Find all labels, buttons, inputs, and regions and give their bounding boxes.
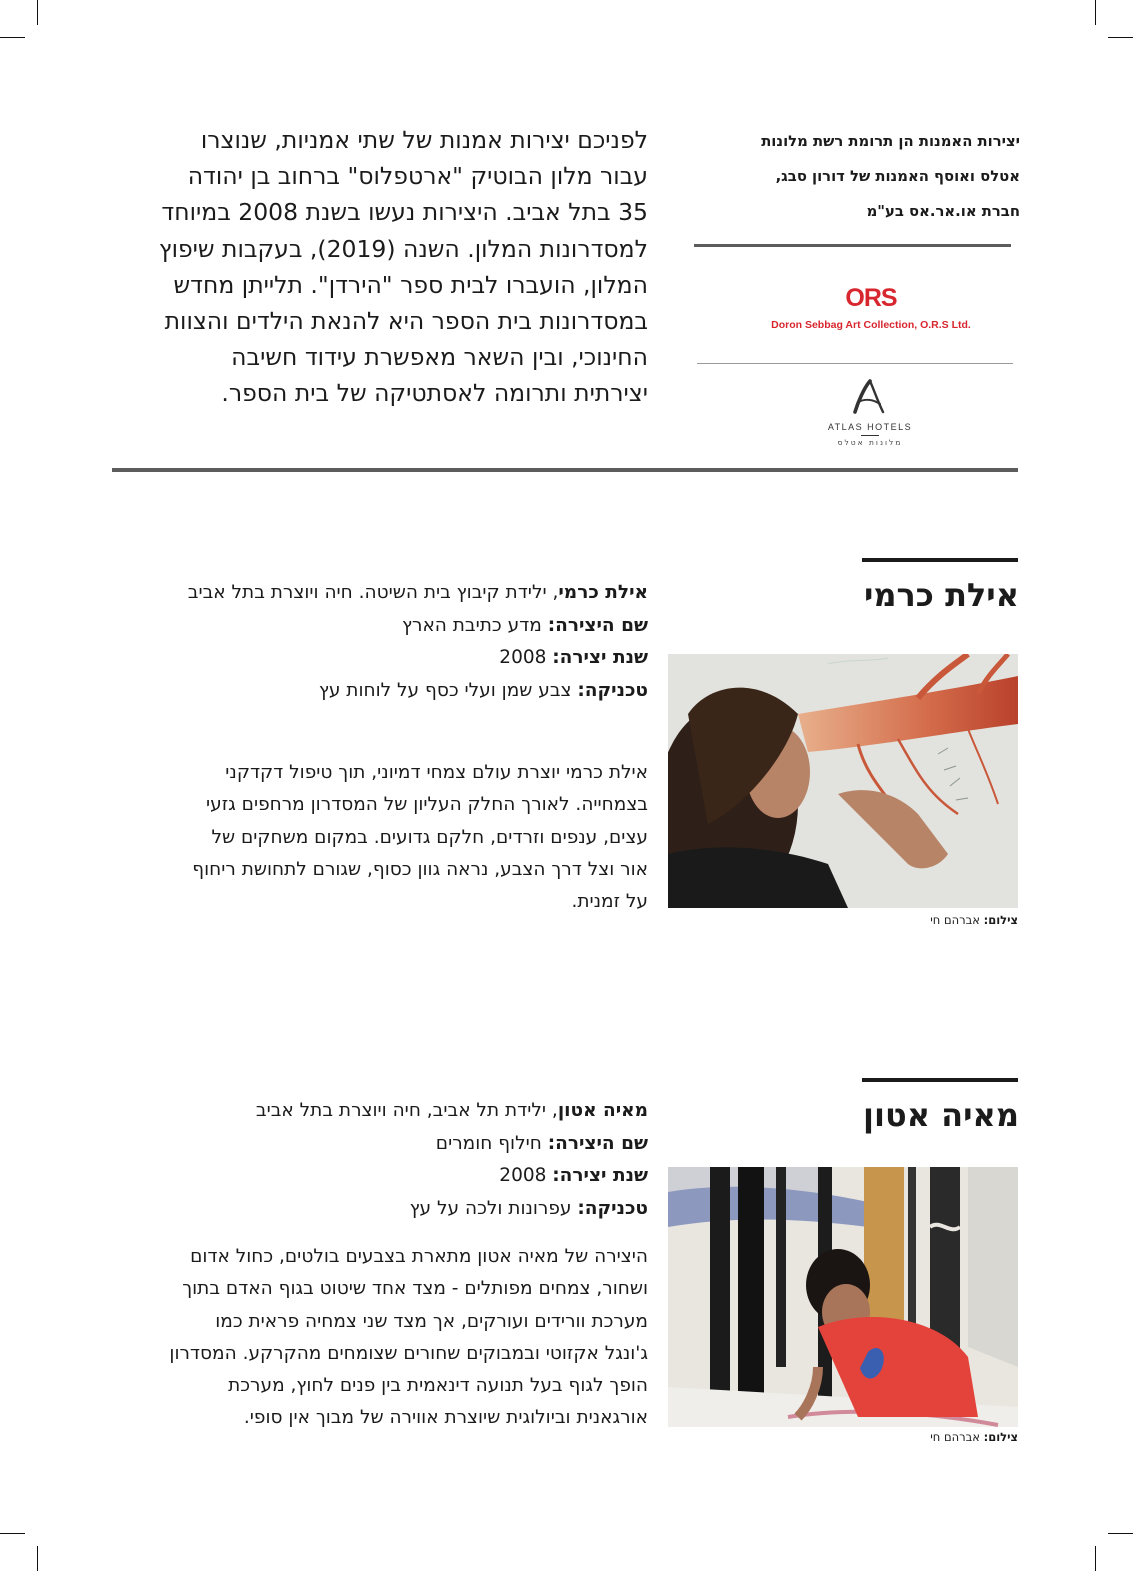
artwork-title [108, 1128, 648, 1161]
crop-mark [1095, 0, 1096, 25]
description-line: עצים, ענפים וזרדים, חלקם גדועים. במקום משחקים של [211, 826, 648, 848]
ors-logo-mark: ORS [845, 284, 897, 312]
description-line: מערכת וורידים ועורקים, אך מצד שני צמחיה פראית כמו [215, 1310, 648, 1332]
artwork-description [108, 1241, 648, 1435]
intro-line: המלון, הועברו לבית ספר "הירדן". תלייתן מחדש [173, 270, 648, 299]
credit-value: אברהם חי [930, 913, 984, 927]
photo-credit [930, 1430, 1018, 1444]
atlas-logo-bar [861, 435, 879, 436]
atlas-logo-hebrew: מלונות אטלס [837, 438, 903, 447]
artist-metadata [108, 577, 648, 707]
donation-line: אטלס ואוסף האמנות של דורון סבג, [775, 168, 1020, 185]
donation-line: יצירות האמנות הן תרומת רשת מלונות [761, 133, 1020, 150]
donation-note [680, 124, 1020, 229]
description-line: על זמנית. [571, 891, 648, 913]
field-value: 2008 [499, 647, 553, 668]
intro-line: עבור מלון הבוטיק "ארטפלוס" ברחוב בן יהודה [187, 162, 648, 191]
divider [697, 363, 1013, 364]
divider [694, 244, 1011, 247]
artist-photo [668, 1167, 1018, 1427]
intro-line: יצירתית ותרומה לאסתטיקה של בית הספר. [221, 379, 648, 408]
donation-line: חברת או.אר.אס בע"מ [866, 203, 1020, 220]
artist-bio [108, 577, 648, 610]
description-line: ג'ונגל אקזוטי ובמבוקים שחורים שצומחים מהקרקע. המסדרון [169, 1342, 648, 1364]
artist-name: מאיה אטון [863, 1096, 1019, 1134]
atlas-logo-english: ATLAS HOTELS [827, 422, 913, 432]
intro-line: 35 בתל אביב. היצירות נעשו בשנת 2008 במיוחד [161, 198, 648, 227]
credit-label: צילום: [983, 1430, 1018, 1444]
artwork-year [108, 1160, 648, 1193]
artist-heading-rule [862, 558, 1018, 562]
field-label: שם היצירה: [547, 614, 648, 636]
artwork-technique [108, 675, 648, 708]
artwork-year [108, 642, 648, 675]
artwork-description [108, 757, 648, 918]
crop-mark [0, 37, 25, 38]
description-line: היצירה של מאיה אטון מתארת בצבעים בולטים, כחול אדום [190, 1246, 648, 1267]
field-value: 2008 [499, 1165, 553, 1186]
crop-mark [0, 1533, 25, 1534]
crop-mark [1095, 1546, 1096, 1571]
intro-line: במסדרונות בית הספר היא להנאת הילדים והצוות [164, 307, 648, 336]
artist-name: אילת כרמי [863, 576, 1019, 614]
bio-text: , ילידת קיבוץ בית השיטה. חיה ויוצרת בתל אביב [187, 582, 559, 603]
section-divider [112, 468, 1018, 472]
artist-metadata [108, 1095, 648, 1225]
photo-credit [930, 913, 1018, 927]
crop-mark [1108, 1533, 1133, 1534]
bio-name: אילת כרמי [558, 582, 648, 603]
crop-mark [37, 0, 38, 25]
field-value: עפרונות ולכה על עץ [409, 1197, 578, 1219]
credit-label: צילום: [983, 913, 1018, 927]
description-line: הופך לגוף בעל תנועה דינאמית בין פנים לחוץ, מערכת [228, 1375, 648, 1397]
intro-paragraph [108, 122, 648, 412]
intro-line: החינוכי, ובין השאר מאפשרת עידוד חשיבה [231, 343, 648, 372]
atlas-hotels-logo [800, 378, 940, 447]
description-line: אורגאנית וביולוגית שיוצרת אווירה של מבוך אין סופי. [243, 1407, 648, 1429]
artwork-technique [108, 1193, 648, 1226]
bio-name: מאיה אטון [557, 1100, 648, 1121]
field-label: טכניקה: [577, 679, 648, 701]
artwork-title [108, 610, 648, 643]
description-line: אור וצל דרך הצבע, נראה גוון כסוף, שגורם לתחושת ריחוף [192, 858, 648, 880]
description-line: אילת כרמי יוצרת עולם צמחי דמיוני, תוך טיפול דקדקני [225, 762, 648, 783]
crop-mark [1108, 37, 1133, 38]
field-label: שנת יצירה: [552, 647, 648, 668]
credit-value: אברהם חי [930, 1430, 984, 1444]
artist-bio [108, 1095, 648, 1128]
description-line: בצמחייה. לאורך החלק העליון של המסדרון מרחפים גזעי [206, 794, 648, 816]
intro-line: למסדרונות המלון. השנה (2019), בעקבות שיפוץ [158, 234, 648, 263]
field-value: חילוף חומרים [435, 1132, 548, 1154]
artist-heading-rule [862, 1078, 1018, 1082]
ors-logo-subtitle: Doron Sebbag Art Collection, O.R.S Ltd. [771, 319, 971, 331]
field-label: שנת יצירה: [552, 1165, 648, 1186]
intro-line: לפניכם יצירות אמנות של שתי אמניות, שנוצרו [200, 126, 648, 154]
description-line: ושחור, צמחים מפותלים - מצד אחד שיטוט בגוף האדם בתוך [182, 1278, 648, 1300]
bio-text: , ילידת תל אביב, חיה ויוצרת בתל אביב [255, 1100, 558, 1121]
field-label: שם היצירה: [547, 1132, 648, 1154]
field-label: טכניקה: [577, 1197, 648, 1219]
field-value: צבע שמן ועלי כסף על לוחות עץ [318, 679, 578, 701]
ors-logo [756, 284, 986, 331]
atlas-a-icon [850, 378, 890, 416]
crop-mark [37, 1546, 38, 1571]
field-value: מדע כתיבת הארץ [402, 614, 548, 636]
artist-photo [668, 654, 1018, 908]
